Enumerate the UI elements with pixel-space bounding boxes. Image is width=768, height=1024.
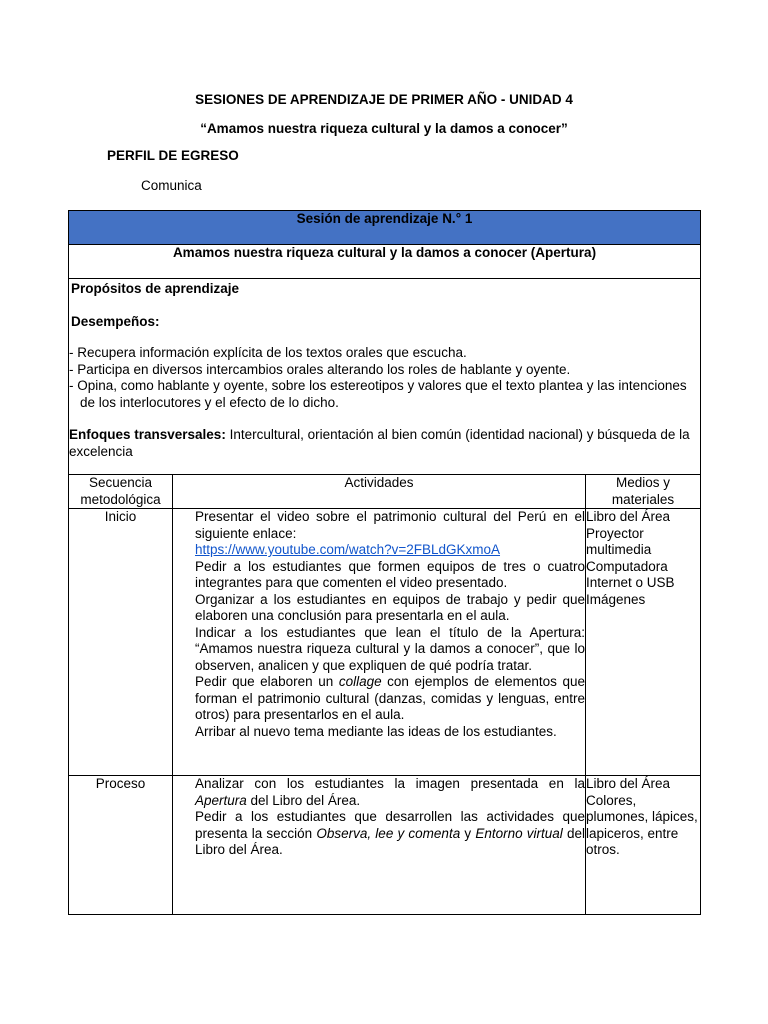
material-item: Internet o USB [586,575,675,590]
activity-item: Organizar a los estudiantes en equipos de trabajo y pedir que elaboren una conclusión para presentarla en el aula. [173,592,585,625]
bullet-icon [173,724,195,741]
session-header: Sesión de aprendizaje N.° 1 [69,211,701,245]
bullet-icon [173,509,195,559]
enfoques-text: Intercultural, orientación al bien común (identidad nacional) y búsqueda de la excelencia [69,427,690,459]
video-link[interactable]: https://www.youtube.com/watch?v=2FBLdGKxmoA [195,542,501,557]
desempenos-heading: Desempeños: [71,313,160,329]
col-header-materials: Medios y materiales [586,475,701,509]
list-item: - Opina, como hablante y oyente, sobre los estereotipos y valores que el texto plantea y las intenciones de los interlocutores y el efecto de lo dicho. [69,378,687,410]
material-item: Colores, plumones, lápices, lapiceros, entre otros. [586,792,698,857]
session-title: Amamos nuestra riqueza cultural y la damos a conocer (Apertura) [69,245,701,279]
document-title: SESIONES DE APRENDIZAJE DE PRIMER AÑO - UNIDAD 4 [195,92,573,107]
list-item: - Recupera información explícita de los textos orales que escucha. [69,345,467,360]
bullet-icon [173,809,195,859]
col-header-sequence: Secuencia metodológica [69,475,173,509]
bullet-icon [173,559,195,592]
document-subtitle: “Amamos nuestra riqueza cultural y la damos a conocer” [200,121,568,136]
col-header-activities: Actividades [173,475,586,509]
enfoques-label: Enfoques transversales: [69,427,226,442]
activity-item: Presentar el video sobre el patrimonio cultural del Perú en el siguiente enlace: https://www.youtube.com/watch?v=2FBLdGKxmoA [173,509,585,559]
material-item: Imágenes [586,591,646,607]
material-item: Libro del Área [586,776,671,791]
session-table [68,210,701,915]
proceso-materials [586,776,701,915]
activity-item: Indicar a los estudiantes que lean el título de la Apertura: “Amamos nuestra riqueza cultural y la damos a conocer”, que lo observen, analicen y que expliquen de qué podría tratar. [173,625,585,675]
activity-item: Arribar al nuevo tema mediante las ideas de los estudiantes. [173,724,585,741]
material-item: Proyector multimedia [586,525,652,557]
bullet-icon [173,776,195,809]
list-item: - Participa en diversos intercambios orales alterando los roles de hablante y oyente. [69,361,571,377]
activity-item: Pedir a los estudiantes que formen equipos de tres o cuatro integrantes para que comenten el video presentado. [173,559,585,592]
activity-item: Pedir a los estudiantes que desarrollen las actividades que presenta la sección Observa, lee y comenta y Entorno virtual del Libro del Área. [173,809,585,859]
desempenos-list [69,345,700,411]
inicio-materials [586,509,701,776]
inicio-label: Inicio [69,509,173,776]
comunica-label: Comunica [141,178,202,193]
perfil-heading: PERFIL DE EGRESO [107,148,239,163]
propositos-heading: Propósitos de aprendizaje [71,281,240,296]
proceso-label: Proceso [69,776,173,915]
bullet-icon [173,625,195,675]
purposes-section [69,279,701,475]
activity-item: Analizar con los estudiantes la imagen presentada en la Apertura del Libro del Área. [173,776,585,809]
material-item: Libro del Área [586,509,671,524]
material-item: Computadora [586,558,668,574]
bullet-icon [173,592,195,625]
inicio-activities [173,509,586,776]
activity-item: Pedir que elaboren un collage con ejemplos de elementos que forman el patrimonio cultural (danzas, comidas y lenguas, entre otros) para presentarlos en el aula. [173,674,585,724]
comunica-item [117,178,202,193]
proceso-activities [173,776,586,915]
bullet-icon [173,674,195,724]
enfoques-paragraph [69,427,700,460]
